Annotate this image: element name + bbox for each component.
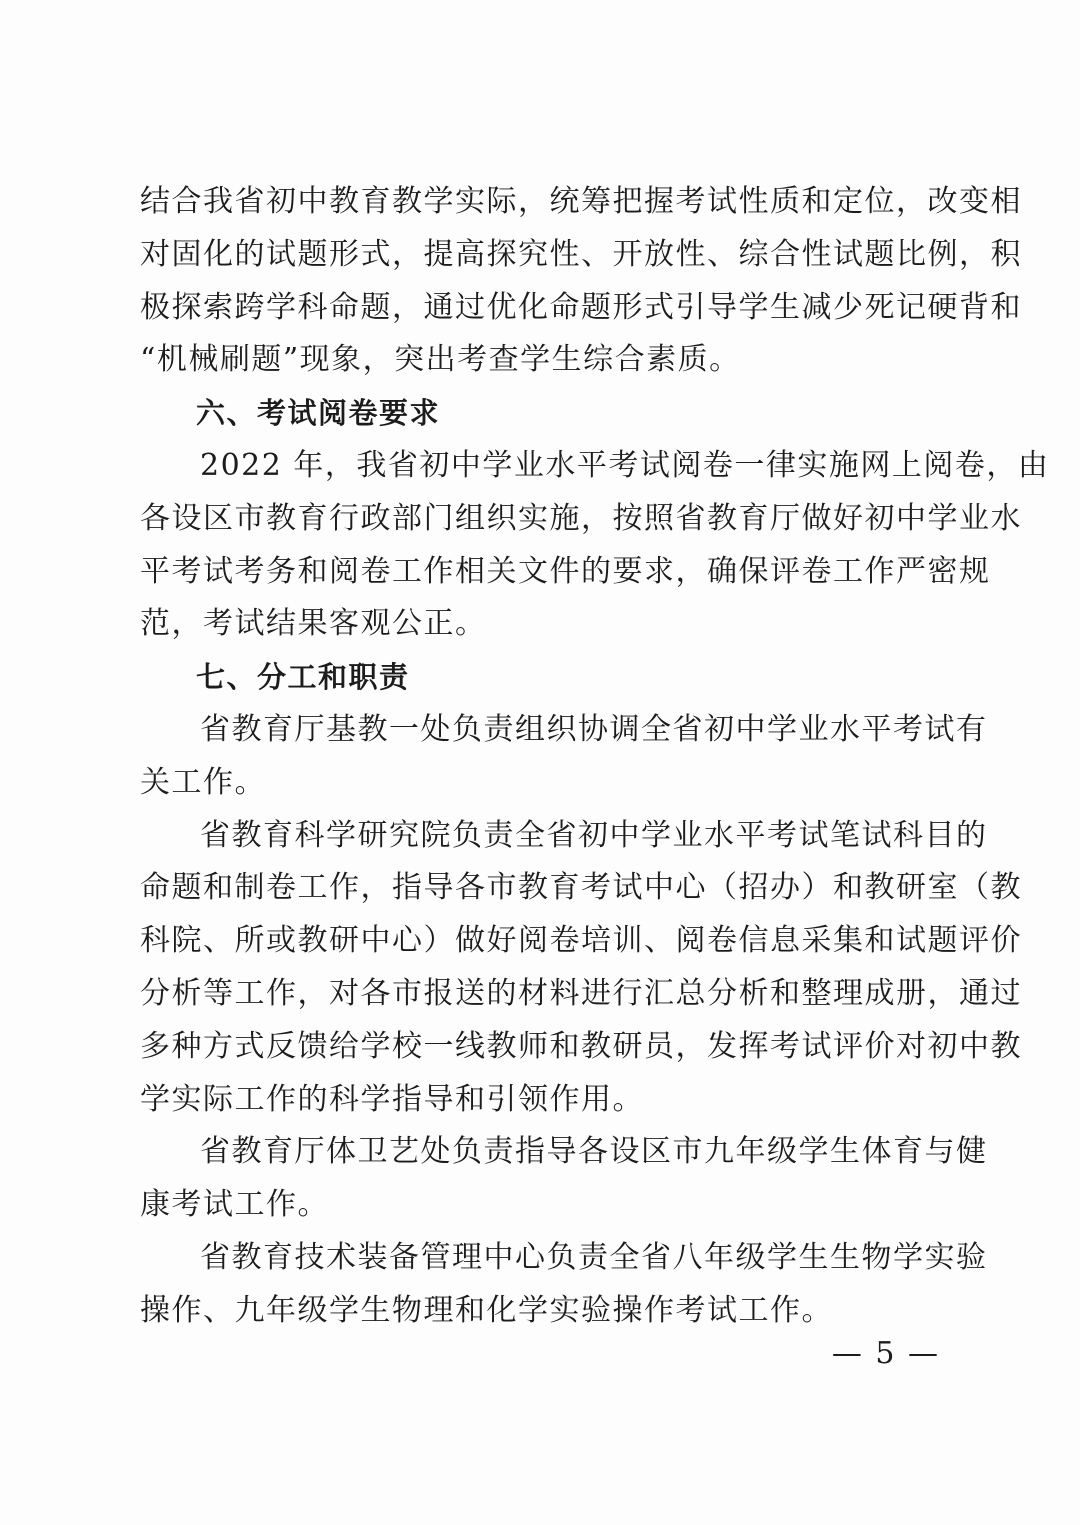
body-line: 科院、所或教研中心）做好阅卷培训、阅卷信息采集和试题评价 bbox=[140, 923, 1022, 959]
body-line: 范，考试结果客观公正。 bbox=[140, 606, 487, 642]
section-heading-seven: 七、分工和职责 bbox=[196, 660, 410, 695]
body-line: 康考试工作。 bbox=[140, 1187, 329, 1223]
body-line: 各设区市教育行政部门组织实施，按照省教育厅做好初中学业水 bbox=[140, 500, 1022, 536]
body-line: 多种方式反馈给学校一线教师和教研员，发挥考试评价对初中教 bbox=[140, 1028, 1022, 1064]
body-line: 结合我省初中教育教学实际，统筹把握考试性质和定位，改变相 bbox=[140, 184, 1022, 219]
document-body bbox=[140, 176, 1050, 1338]
body-line: 学实际工作的科学指导和引领作用。 bbox=[140, 1081, 644, 1117]
body-line: 极探索跨学科命题，通过优化命题形式引导学生减少死记硬背和 bbox=[140, 289, 1022, 325]
section-heading-six: 六、考试阅卷要求 bbox=[196, 396, 441, 431]
body-line: 2022 年，我省初中学业水平考试阅卷一律实施网上阅卷，由 bbox=[200, 447, 1050, 483]
page-number: — 5 — bbox=[831, 1336, 940, 1371]
body-line: 操作、九年级学生物理和化学实验操作考试工作。 bbox=[140, 1292, 833, 1328]
body-line: 命题和制卷工作，指导各市教育考试中心（招办）和教研室（教 bbox=[140, 870, 1022, 906]
body-line: 省教育科学研究院负责全省初中学业水平考试笔试科目的 bbox=[200, 817, 988, 853]
body-line: 关工作。 bbox=[140, 764, 266, 800]
body-line: 省教育厅基教一处负责组织协调全省初中学业水平考试有 bbox=[200, 711, 988, 747]
body-line: 平考试考务和阅卷工作相关文件的要求，确保评卷工作严密规 bbox=[140, 553, 991, 589]
body-line: 对固化的试题形式，提高探究性、开放性、综合性试题比例，积 bbox=[140, 236, 1022, 272]
body-line: “机械刷题”现象，突出考查学生综合素质。 bbox=[140, 342, 741, 378]
body-line: 省教育技术装备管理中心负责全省八年级学生生物学实验 bbox=[200, 1239, 988, 1275]
body-line: 分析等工作，对各市报送的材料进行汇总分析和整理成册，通过 bbox=[140, 975, 1022, 1011]
body-line: 省教育厅体卫艺处负责指导各设区市九年级学生体育与健 bbox=[200, 1134, 988, 1170]
